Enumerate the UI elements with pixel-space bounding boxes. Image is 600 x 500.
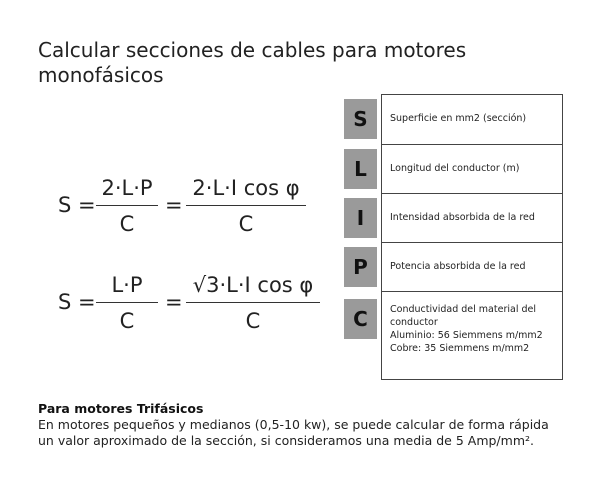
legend-row-l [382, 144, 562, 193]
legend-row-s [382, 95, 562, 144]
formula2-frac2-numerator: √3·L·I cos φ [192, 273, 314, 297]
legend-text-l: Longitud del conductor (m) [390, 163, 520, 174]
formula1-frac1-bar [96, 205, 158, 206]
legend-badge-i: I [344, 198, 377, 238]
section-body: En motores pequeños y medianos (0,5-10 kw), se puede calcular de forma rápida un valor aproximado de la sección, si consideramos una media de 5 Amp/mm². [38, 417, 549, 448]
formula1-frac1-numerator: 2·L·P [101, 176, 153, 200]
page-title: Calcular secciones de cables para motores monofásicos [38, 38, 467, 87]
legend-text-p: Potencia absorbida de la red [390, 261, 526, 272]
legend-row-c [382, 291, 562, 379]
formula1-frac1-denominator: C [119, 212, 135, 236]
formula2-frac1-denominator: C [119, 309, 135, 333]
formula1-frac2-denominator: C [238, 212, 254, 236]
formula1-lhs: S = [58, 193, 96, 217]
formula2-equals: = [165, 290, 183, 314]
legend-text-c-aluminio: Aluminio: 56 Siemmens m/mm2 [390, 330, 543, 341]
legend-badge-p: P [344, 247, 377, 287]
legend-badge-c: C [344, 299, 377, 339]
legend-table [381, 94, 563, 380]
legend-row-i [382, 193, 562, 242]
legend-badge-l: L [344, 149, 377, 189]
legend-text-i: Intensidad absorbida de la red [390, 212, 535, 223]
formula1-equals: = [165, 193, 183, 217]
formula1-frac2-bar [186, 205, 306, 206]
legend-text-c-cobre: Cobre: 35 Siemmens m/mm2 [390, 343, 530, 354]
section-heading: Para motores Trifásicos [38, 401, 204, 416]
legend-row-p [382, 242, 562, 291]
formula1-frac2-numerator: 2·L·I cos φ [192, 176, 300, 200]
formula2-frac1-bar [96, 302, 158, 303]
formula2-lhs: S = [58, 290, 96, 314]
legend-badge-s: S [344, 99, 377, 139]
formula2-frac2-denominator: C [245, 309, 261, 333]
legend-text-s: Superficie en mm2 (sección) [390, 113, 527, 124]
formula2-frac1-numerator: L·P [111, 273, 143, 297]
formula2-frac2-bar [186, 302, 320, 303]
legend-text-c: Conductividad del material del conductor [390, 304, 536, 328]
